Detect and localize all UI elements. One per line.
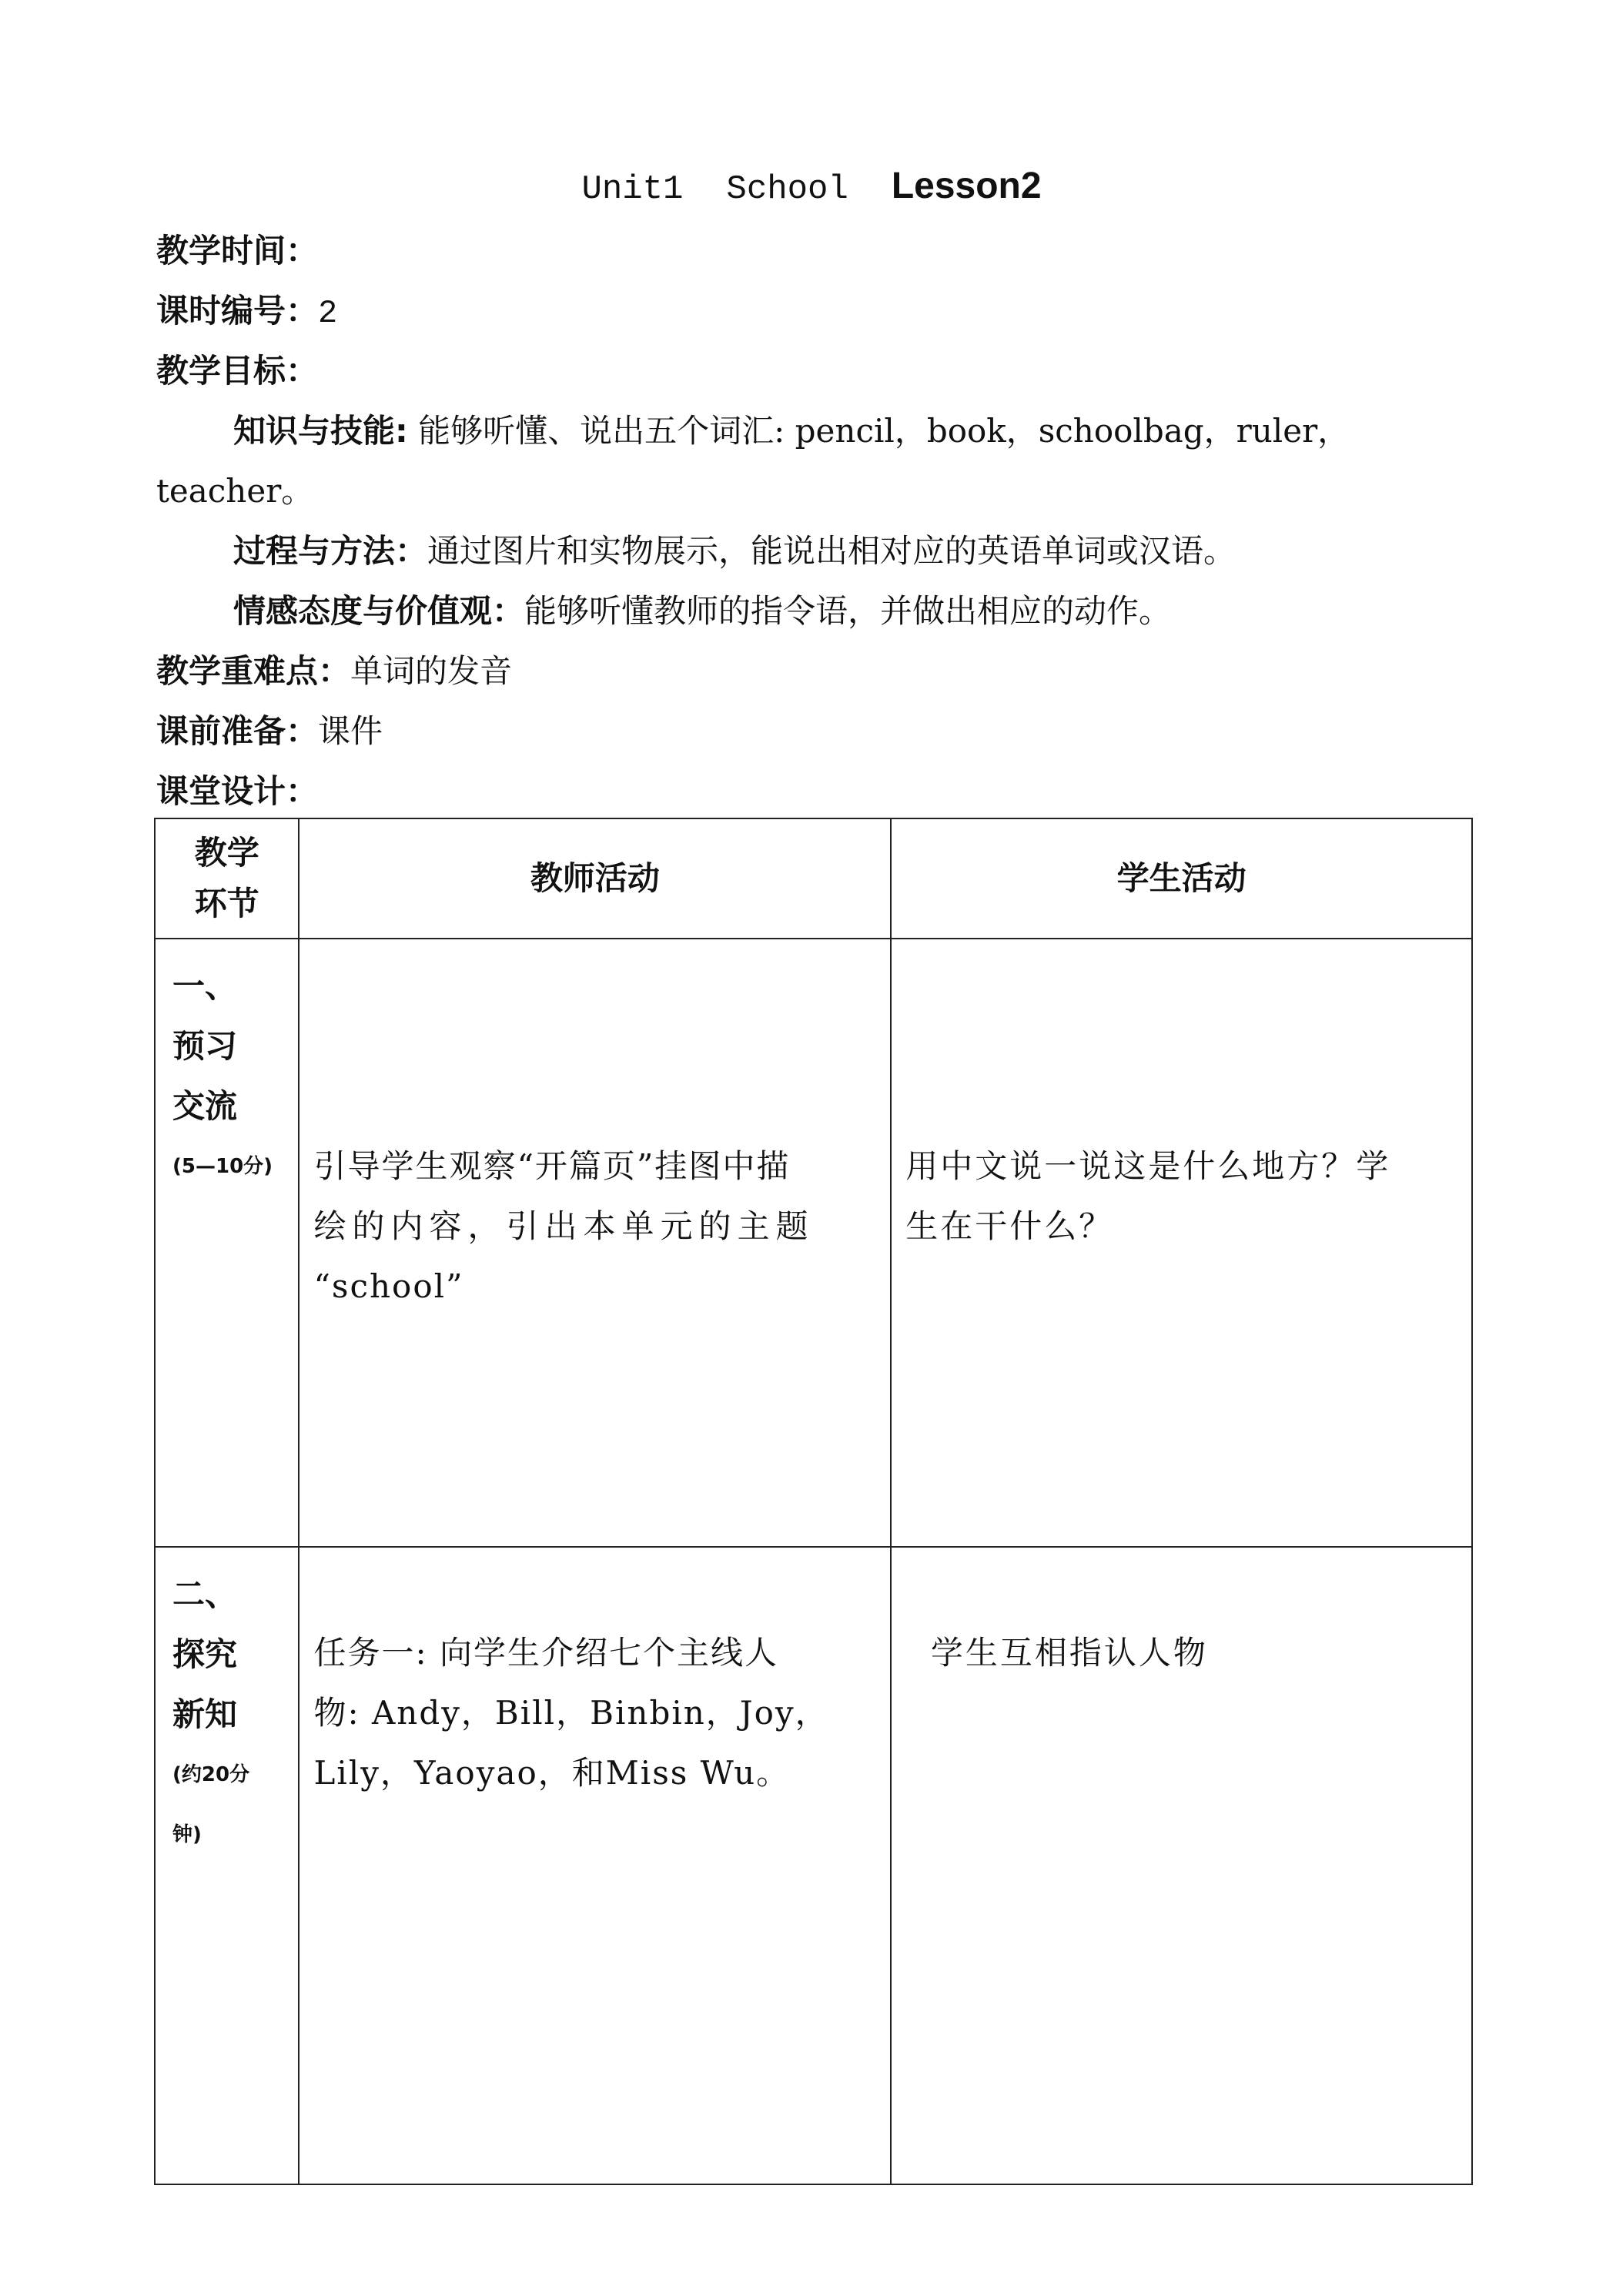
teacher-activity-line: Lily，Yaoyao，和Miss Wu。: [313, 1754, 791, 1792]
design-label: 课堂设计：: [156, 772, 319, 810]
title-unit: Unit1: [581, 170, 684, 209]
process-value: 通过图片和实物展示，能说出相对应的英语单词或汉语。: [427, 532, 1236, 570]
student-activity-line: 生在干什么？: [905, 1207, 1114, 1245]
lesson-plan-table: [154, 818, 1473, 2185]
key-points-row: [156, 648, 512, 694]
process-label: 过程与方法：: [233, 532, 428, 570]
teacher-activity-line: 物: Andy，Bill，Binbin，Joy，: [313, 1694, 829, 1732]
lesson-number-value: 2: [318, 295, 338, 332]
teacher-activity-line: 引导学生观察“开篇页”挂图中描: [313, 1147, 791, 1185]
lesson-number-row: [156, 288, 337, 336]
stage-cell: [155, 1547, 299, 2184]
header-stage: [155, 818, 299, 939]
design-row: [156, 768, 318, 815]
stage-time-line2: 钟): [172, 1823, 202, 1846]
preparation-label: 课前准备：: [156, 712, 319, 750]
student-activity-cell: [891, 939, 1472, 1547]
stage-cell: [155, 939, 299, 1547]
header-student: 学生活动: [891, 818, 1472, 939]
knowledge-label: 知识与技能:: [233, 412, 408, 450]
student-activity-line: 学生互相指认人物: [905, 1634, 1208, 1672]
knowledge-value-cont: teacher。: [156, 472, 314, 510]
knowledge-row: [233, 408, 1350, 454]
teacher-activity-line: “school”: [313, 1267, 464, 1305]
teacher-activity-line: 绘的内容，引出本单元的主题: [313, 1207, 815, 1245]
key-points-label: 教学重难点：: [156, 652, 351, 690]
emotion-value: 能够听懂教师的指令语，并做出相应的动作。: [524, 592, 1172, 630]
preparation-value: 课件: [318, 712, 383, 750]
teacher-activity-cell: [299, 939, 891, 1547]
table-row: [155, 1547, 1472, 2184]
student-activity-line: 用中文说一说这是什么地方？学: [905, 1147, 1391, 1185]
teacher-activity-cell: [299, 1547, 891, 2184]
title-lesson: Lesson2: [891, 166, 1042, 206]
knowledge-row-continued: [156, 468, 313, 514]
stage-time: (5—10分): [172, 1155, 273, 1178]
stage-name-line2: 新知: [172, 1695, 238, 1733]
stage-name-line1: 探究: [172, 1635, 238, 1673]
teacher-activity-line: 任务一: 向学生介绍七个主线人: [313, 1634, 778, 1672]
objectives-label: 教学目标：: [156, 352, 319, 390]
table-header-row: [155, 818, 1472, 939]
process-row: [233, 528, 1236, 574]
title-school: School: [726, 170, 848, 209]
stage-number: 一、: [172, 967, 238, 1005]
stage-number: 二、: [172, 1575, 238, 1613]
student-activity-cell: [891, 1547, 1472, 2184]
stage-name-line1: 预习: [172, 1027, 238, 1065]
stage-time-line1: (约20分: [172, 1763, 250, 1786]
document-title: [0, 163, 1623, 213]
objectives-row: [156, 348, 318, 394]
teaching-time-row: [156, 228, 318, 274]
table-row: [155, 939, 1472, 1547]
teaching-time-label: 教学时间：: [156, 232, 319, 269]
emotion-row: [233, 588, 1171, 634]
lesson-number-label: 课时编号：: [156, 292, 319, 330]
stage-name-line2: 交流: [172, 1087, 238, 1125]
knowledge-value: 能够听懂、说出五个词汇: pencil，book，schoolbag，ruler，: [407, 412, 1350, 450]
header-stage-line2: 环节: [194, 885, 259, 922]
key-points-value: 单词的发音: [350, 652, 513, 690]
header-teacher: 教师活动: [299, 818, 891, 939]
emotion-label: 情感态度与价值观：: [233, 592, 525, 630]
preparation-row: [156, 708, 383, 755]
header-stage-line1: 教学: [194, 834, 259, 872]
